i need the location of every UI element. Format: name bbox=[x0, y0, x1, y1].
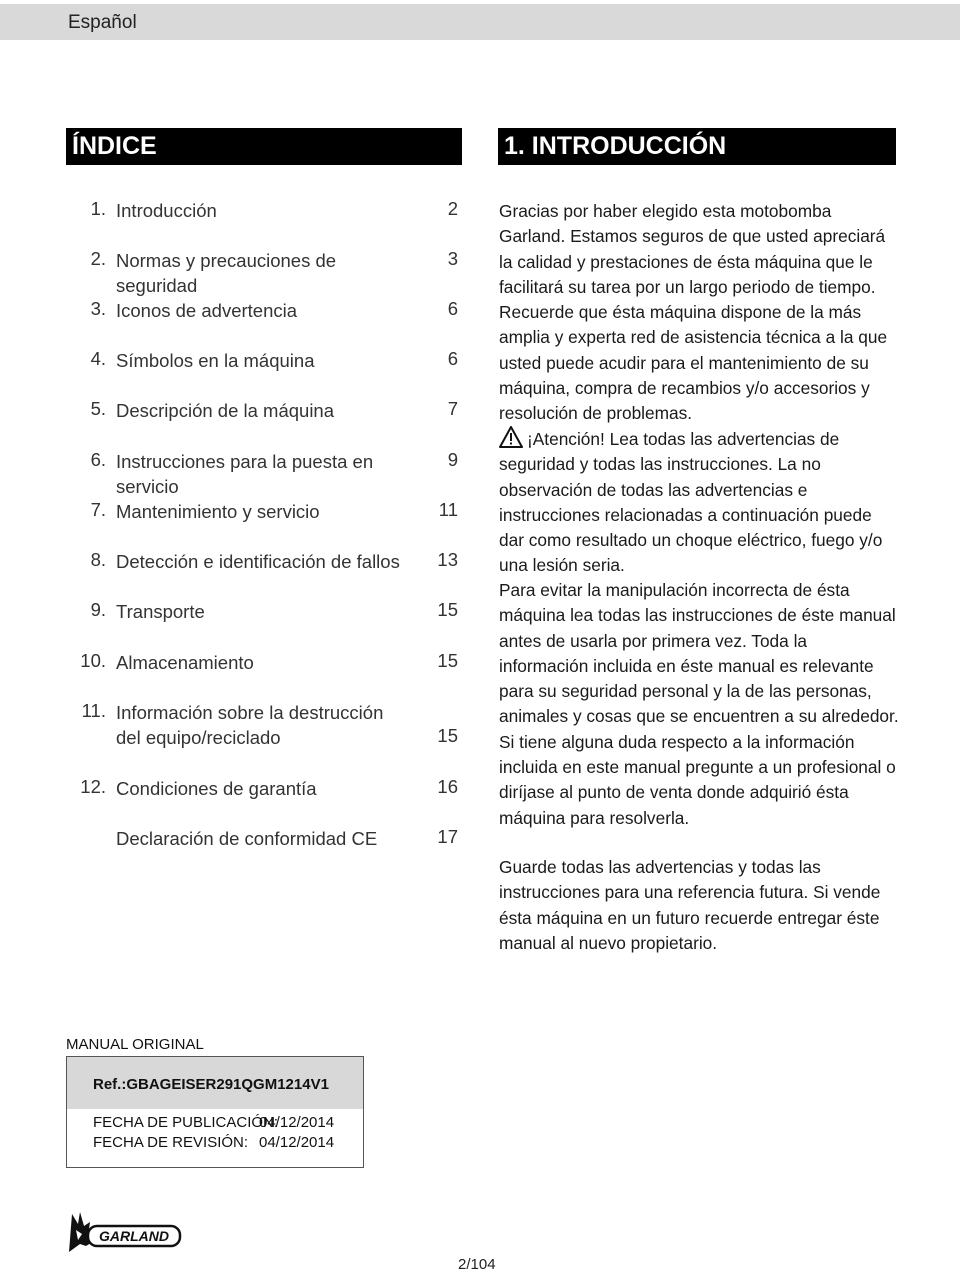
reference-code: Ref.:GBAGEISER291QGM1214V1 bbox=[93, 1076, 329, 1093]
svg-text:GARLAND: GARLAND bbox=[99, 1228, 169, 1244]
intro-paragraph-3: Para evitar la manipulación incorrecta de ésta máquina lea todas las instrucciones de éste manual antes de usarla por primera vez. Toda la información incluida en éste manual es relevante para su seguridad personal y la de las personas, animales y cosas que se encuentren a su alrededor. Si tiene alguna duda respecto a la información incluida en este manual pregunte a un profesional o diríjase al punto de venta donde adquirió ésta máquina para resolverla. bbox=[499, 580, 899, 828]
toc-item-title-line2: del equipo/reciclado bbox=[116, 727, 281, 748]
intro-paragraph-warning: ¡Atención! Lea todas las advertencias de seguridad y todas las instrucciones. La no observación de todas las advertencias e instrucciones relacionadas a continuación puede dar como resultado un choque eléctrico, fuego y/o una lesión seria. bbox=[499, 426, 899, 579]
top-bar bbox=[0, 4, 960, 40]
page-number: 2/104 bbox=[458, 1256, 496, 1273]
warning-triangle-icon bbox=[499, 426, 523, 448]
language-label: Español bbox=[68, 12, 137, 33]
intro-paragraph-4: Guarde todas las advertencias y todas las instrucciones para una referencia futura. Si vende ésta máquina en un futuro recuerde entregar éste manual al nuevo propietario. bbox=[499, 857, 881, 953]
intro-paragraph-1: Gracias por haber elegido esta motobomba Garland. Estamos seguros de que usted apreciará la calidad y prestaciones de ésta máquina que le facilitará su tarea por un largo periodo de tiempo. Recuerde que ésta máquina dispone de la más amplia y experta red de asistencia técnica a la que usted puede acudir para el mantenimiento de su máquina, compra de recambios y/o accesorios y resolución de problemas. bbox=[499, 201, 888, 424]
introduction-heading: 1. INTRODUCCIÓN bbox=[498, 128, 896, 165]
publication-date-row: FECHA DE PUBLICACIÓN: 04/12/2014 bbox=[93, 1114, 335, 1131]
reference-box bbox=[66, 1056, 364, 1168]
garland-logo bbox=[66, 1210, 184, 1256]
toc-item-title-line1: Información sobre la destrucción bbox=[116, 702, 384, 723]
revision-date-row: FECHA DE REVISIÓN: 04/12/2014 bbox=[93, 1134, 335, 1151]
manual-original-label: MANUAL ORIGINAL bbox=[66, 1036, 204, 1053]
index-heading: ÍNDICE bbox=[66, 128, 462, 165]
